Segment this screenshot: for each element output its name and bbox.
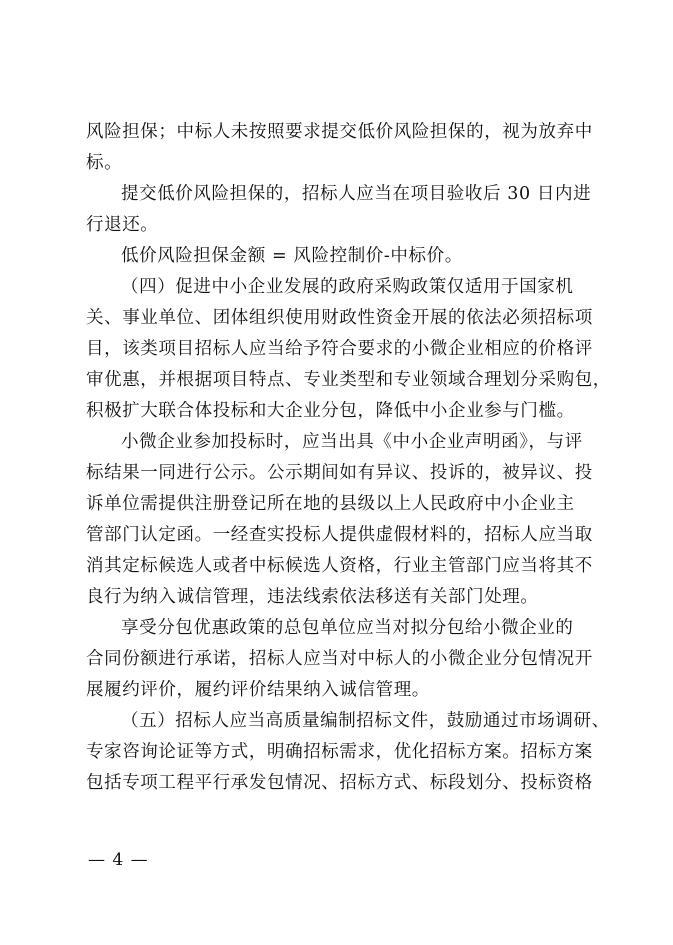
text-line: 标。 <box>86 153 123 173</box>
body-text <box>86 117 611 799</box>
text-line: 积极扩大联合体投标和大企业分包，降低中小企业参与门槛。 <box>86 401 575 421</box>
text-line: 管部门认定函。一经查实投标人提供虚假材料的，招标人应当取 <box>86 525 593 545</box>
text-line: 小微企业参加投标时，应当出具《中小企业声明函》，与评 <box>121 432 583 452</box>
text-line: 包括专项工程平行承发包情况、招标方式、标段划分、投标资格 <box>86 773 593 793</box>
text-line: 关、事业单位、团体组织使用财政性资金开展的依法必须招标项 <box>86 308 593 328</box>
text-line: 消其定标候选人或者中标候选人资格，行业主管部门应当将其不 <box>86 556 593 576</box>
text-line: 合同份额进行承诺，招标人应当对中标人的小微企业分包情况开 <box>86 649 593 669</box>
text-line: 行退还。 <box>86 215 159 235</box>
text-line: 标结果一同进行公示。公示期间如有异议、投诉的，被异议、投 <box>86 463 593 483</box>
text-line: 审优惠，并根据项目特点、专业类型和专业领域合理划分采购包， <box>86 370 611 390</box>
text-line: 享受分包优惠政策的总包单位应当对拟分包给小微企业的 <box>121 618 574 638</box>
text-line: 展履约评价，履约评价结果纳入诚信管理。 <box>86 680 430 700</box>
text-line: （四）促进中小企业发展的政府采购政策仅适用于国家机 <box>121 277 574 297</box>
page-number: — 4 — <box>88 850 149 870</box>
text-line: 诉单位需提供注册登记所在地的县级以上人民政府中小企业主 <box>86 494 575 514</box>
text-line: （五）招标人应当高质量编制招标文件，鼓励通过市场调研、 <box>121 711 610 731</box>
text-line: 风险担保；中标人未按照要求提交低价风险担保的，视为放弃中 <box>86 122 593 142</box>
text-line: 专家咨询论证等方式，明确招标需求，优化招标方案。招标方案 <box>86 742 593 762</box>
text-line: 提交低价风险担保的，招标人应当在项目验收后 30 日内进 <box>121 184 592 204</box>
text-line: 目，该类项目招标人应当给予符合要求的小微企业相应的价格评 <box>86 339 593 359</box>
text-line: 低价风险担保金额 = 风险控制价-中标价。 <box>121 246 463 266</box>
text-line: 良行为纳入诚信管理，违法线索依法移送有关部门处理。 <box>86 587 539 607</box>
